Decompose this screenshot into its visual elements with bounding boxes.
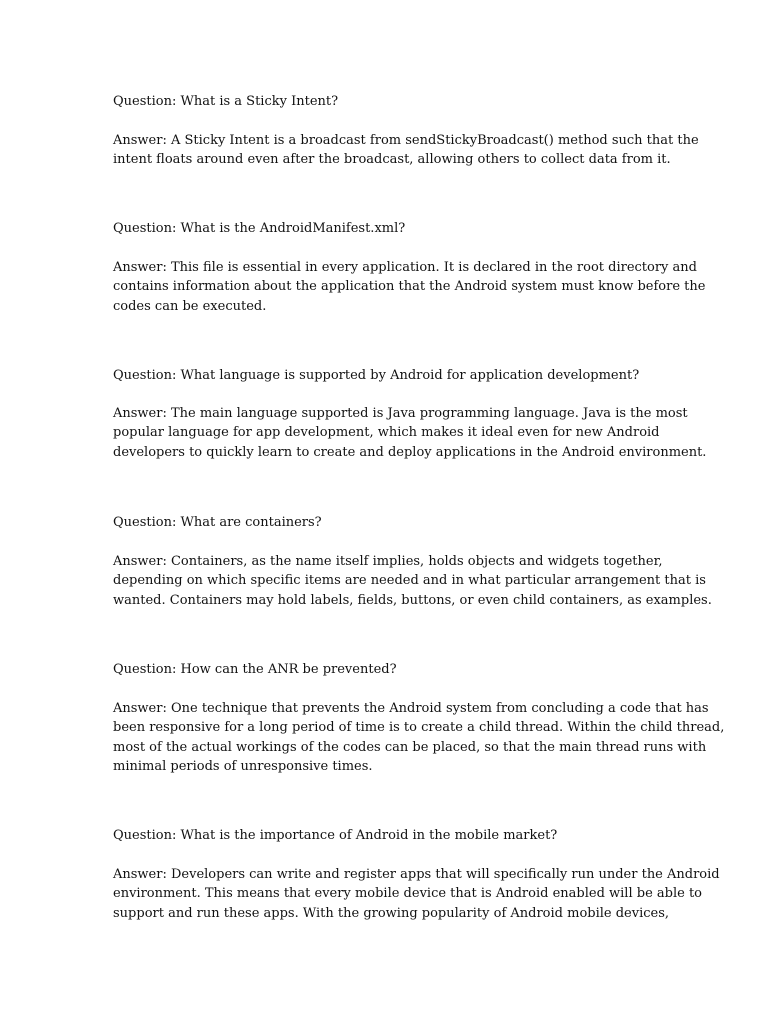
answer-3-line-2: popular language for app development, which makes it ideal even for new Android	[113, 425, 660, 441]
answer-2-line-2: contains information about the application that the Android system must know before the	[113, 279, 706, 295]
question-4-text: Question: What are containers?	[113, 515, 322, 530]
answer-5-line-2: been responsive for a long period of time is to create a child thread. Within the child thread,	[113, 720, 725, 736]
answer-3-line-1: Answer: The main language supported is Java programming language. Java is the most	[113, 406, 688, 421]
question-6-text: Question: What is the importance of Android in the mobile market?	[113, 828, 558, 843]
answer-4	[113, 552, 712, 610]
question-1-text: Question: What is a Sticky Intent?	[113, 94, 339, 109]
answer-4-line-2: depending on which specific items are needed and in what particular arrangement that is	[113, 573, 706, 589]
question-1	[113, 92, 658, 111]
question-4	[113, 513, 658, 532]
answer-5-line-3: most of the actual workings of the codes can be placed, so that the main thread runs with	[113, 739, 707, 755]
answer-6	[113, 865, 720, 923]
answer-5-line-1: Answer: One technique that prevents the Android system from concluding a code that has	[113, 701, 709, 716]
answer-6-line-2: environment. This means that every mobile device that is Android enabled will be able to	[113, 886, 703, 902]
answer-3	[113, 404, 707, 462]
answer-5	[113, 699, 725, 776]
question-2	[113, 219, 658, 238]
question-2-text: Question: What is the AndroidManifest.xml?	[113, 221, 406, 236]
question-3-text: Question: What language is supported by Android for application development?	[113, 368, 640, 383]
answer-5-line-4: minimal periods of unresponsive times.	[113, 758, 373, 774]
answer-3-line-3: developers to quickly learn to create and deploy applications in the Android environment.	[113, 444, 707, 460]
answer-1-line-1: Answer: A Sticky Intent is a broadcast from sendStickyBroadcast() method such that the	[113, 133, 699, 148]
answer-4-line-1: Answer: Containers, as the name itself implies, holds objects and widgets together,	[113, 554, 663, 569]
answer-2-line-1: Answer: This file is essential in every application. It is declared in the root directory and	[113, 260, 697, 275]
answer-1	[113, 131, 699, 170]
answer-4-line-3: wanted. Containers may hold labels, fields, buttons, or even child containers, as examples.	[113, 592, 712, 608]
answer-6-line-1: Answer: Developers can write and register apps that will specifically run under the Android	[113, 867, 720, 882]
answer-2	[113, 258, 706, 316]
answer-2-line-3: codes can be executed.	[113, 298, 267, 314]
answer-1-line-2: intent floats around even after the broadcast, allowing others to collect data from it.	[113, 152, 671, 168]
question-5	[113, 660, 658, 679]
question-3	[113, 366, 658, 385]
answer-6-line-3: support and run these apps. With the growing popularity of Android mobile devices,	[113, 905, 670, 921]
question-5-text: Question: How can the ANR be prevented?	[113, 662, 397, 677]
question-6	[113, 826, 658, 845]
